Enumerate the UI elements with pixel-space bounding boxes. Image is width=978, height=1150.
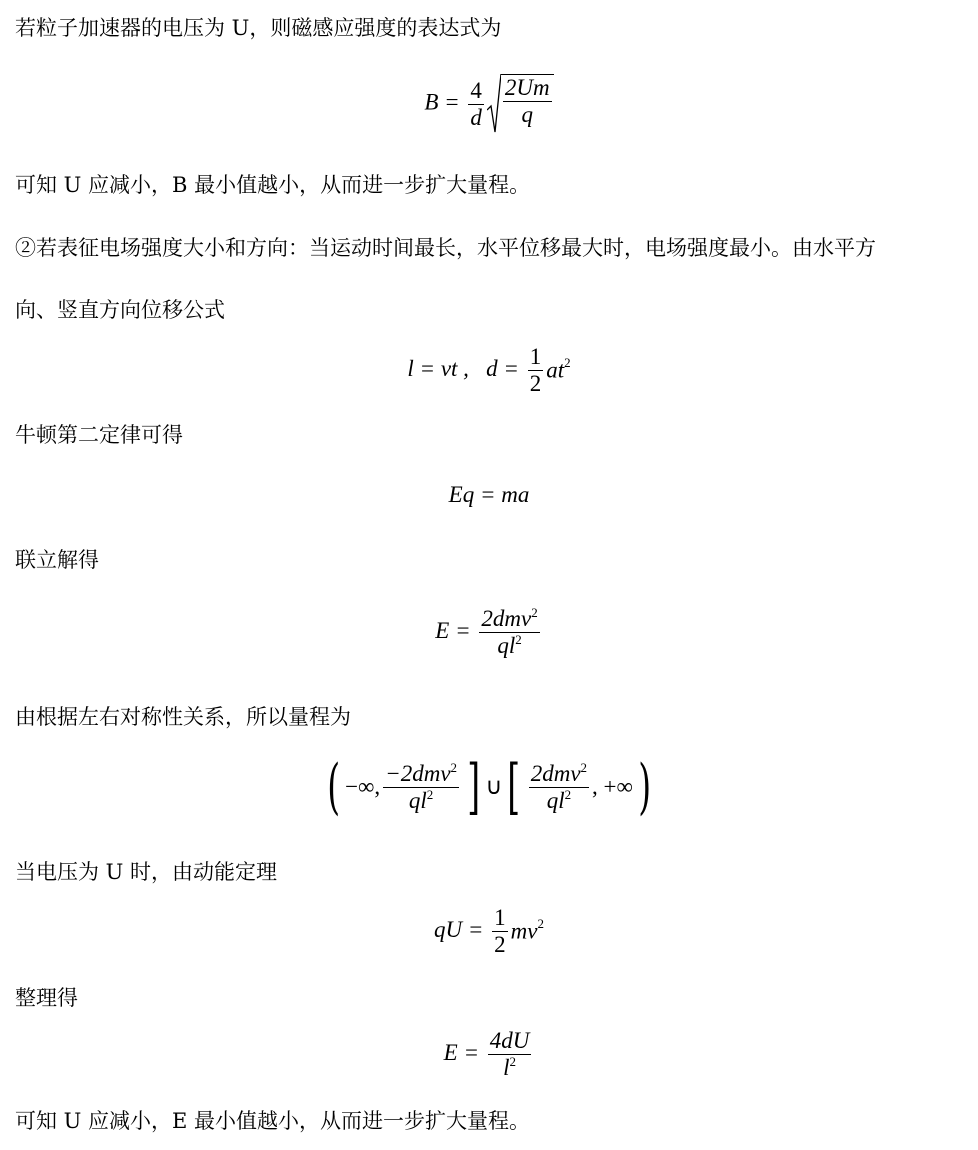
- left-open-paren: (: [326, 752, 340, 822]
- eq7-denominator-exponent: 2: [509, 1054, 516, 1069]
- eq4-numerator: 2dmv: [481, 606, 532, 631]
- eq5-right-numerator: 2dmv: [530, 760, 581, 786]
- eq7-lhs: E =: [443, 1039, 479, 1065]
- eq7-denominator: l: [503, 1055, 510, 1080]
- eq5-right-infinity: , +∞: [592, 774, 633, 799]
- eq5-right-fraction: [529, 761, 589, 814]
- eq4-denominator-exponent: 2: [515, 632, 522, 647]
- eq4-numerator-exponent: 2: [531, 605, 538, 620]
- eq2-part1: l = vt ,: [407, 355, 469, 381]
- eq2-part2-rhs: at: [546, 357, 565, 383]
- right-open-bracket: [: [507, 752, 521, 822]
- eq2-exponent: 2: [564, 354, 571, 370]
- eq5-right-denominator: ql: [546, 787, 565, 813]
- eq6-half-denominator: 2: [494, 932, 506, 957]
- eq3-text: Eq = ma: [448, 482, 530, 507]
- text-line-10: 可知 U 应减小，E 最小值越小，从而进一步扩大量程。: [15, 1109, 531, 1133]
- eq2-half-denominator: 2: [529, 371, 542, 396]
- text-line-5: 牛顿第二定律可得: [15, 423, 183, 447]
- equation-kinetic-energy: [0, 905, 978, 958]
- eq5-left-num-exponent: 2: [450, 759, 458, 775]
- eq1-coef-fraction: [468, 78, 484, 131]
- eq7-numerator: 4dU: [489, 1028, 530, 1053]
- equation-magnetic-field: [0, 74, 978, 134]
- eq2-part2-lhs: d =: [486, 355, 519, 381]
- eq5-union: ∪: [485, 774, 503, 799]
- eq7-fraction: [488, 1028, 532, 1081]
- eq4-fraction: [479, 606, 539, 659]
- eq4-denominator: ql: [497, 633, 516, 658]
- eq6-exponent: 2: [537, 915, 544, 931]
- equation-range: [0, 752, 978, 822]
- eq6-rhs: mv: [510, 918, 538, 944]
- eq1-coef-denominator: d: [470, 104, 482, 130]
- eq6-lhs: qU =: [434, 916, 484, 942]
- eq5-left-den-exponent: 2: [426, 786, 434, 802]
- eq1-lhs: B =: [424, 89, 460, 115]
- text-line-6: 联立解得: [15, 548, 99, 572]
- eq1-radicand-numerator: 2Um: [504, 75, 550, 100]
- eq4-lhs: E =: [435, 617, 471, 643]
- text-line-3: ②若表征电场强度大小和方向：当运动时间最长，水平位移最大时，电场强度最小。由水平方: [15, 236, 876, 260]
- text-line-1: 若粒子加速器的电压为 U，则磁感应强度的表达式为: [15, 16, 502, 40]
- eq2-half-fraction: [528, 344, 544, 397]
- eq5-left-infinity: −∞,: [345, 774, 381, 799]
- text-line-4: 向、竖直方向位移公式: [15, 298, 225, 322]
- eq1-coef-numerator: 4: [470, 77, 482, 103]
- eq1-radicand-denominator: q: [521, 102, 534, 127]
- text-line-7: 由根据左右对称性关系，所以量程为: [15, 705, 351, 729]
- eq5-right-num-exponent: 2: [580, 759, 588, 775]
- radical-sign-icon: [487, 74, 501, 134]
- eq5-left-denominator: ql: [408, 787, 427, 813]
- text-line-2: 可知 U 应减小，B 最小值越小，从而进一步扩大量程。: [15, 173, 531, 197]
- eq6-half-fraction: [492, 905, 508, 958]
- equation-displacement: [0, 344, 978, 397]
- eq5-right-den-exponent: 2: [564, 786, 572, 802]
- text-line-8: 当电压为 U 时，由动能定理: [15, 860, 278, 884]
- eq2-half-numerator: 1: [529, 344, 542, 369]
- equation-newton: [0, 482, 978, 508]
- eq5-left-numerator: −2dmv: [385, 760, 451, 786]
- text-line-9: 整理得: [15, 986, 78, 1010]
- left-close-bracket: ]: [467, 752, 481, 822]
- eq5-left-fraction: [383, 761, 459, 814]
- eq6-half-numerator: 1: [494, 905, 506, 930]
- eq1-square-root: [487, 74, 554, 134]
- equation-field-strength: [0, 606, 978, 659]
- equation-final: [0, 1028, 978, 1081]
- right-close-paren: ): [638, 752, 652, 822]
